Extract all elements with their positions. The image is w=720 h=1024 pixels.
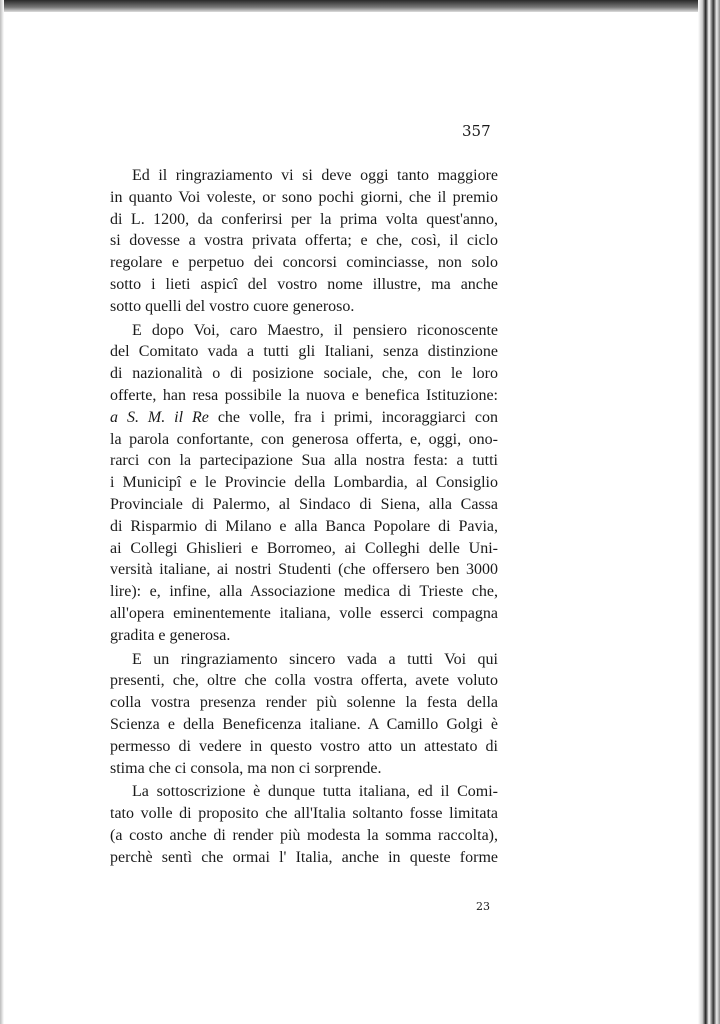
scan-top-edge [0, 0, 720, 12]
text-line: di nazionalità o di posizione sociale, che, con le loro [110, 365, 498, 383]
text-line: di Risparmio di Milano e alla Banca Popolare di Pavia, [110, 517, 498, 535]
text-line: presenti, che, oltre che colla vostra offerta, avete voluto [110, 672, 498, 690]
text-line: ai Collegi Ghislieri e Borromeo, ai Colleghi delle Uni- [110, 539, 498, 557]
body-text [110, 165, 498, 869]
text-line: permesso di vedere in questo vostro atto un attestato di [110, 737, 498, 755]
text-line: E un ringraziamento sincero vada a tutti Voi qui [132, 650, 498, 668]
paragraph-3 [110, 649, 498, 780]
text-line: la parola confortante, con generosa offerta, e, oggi, ono- [110, 430, 498, 448]
text-line: in quanto Voi voleste, or sono pochi giorni, che il premio [110, 188, 498, 206]
text-line: di L. 1200, da conferirsi per la prima volta quest'anno, [110, 210, 498, 228]
text-line: del Comitato vada a tutti gli Italiani, senza distinzione [110, 343, 498, 361]
text-line: La sottoscrizione è dunque tutta italiana, ed il Comi- [132, 783, 498, 801]
text-line: sotto quelli del vostro cuore generoso. [110, 297, 355, 315]
scan-left-edge [0, 0, 4, 1024]
scan-right-edge [698, 0, 720, 1024]
paragraph-2 [110, 320, 498, 647]
text-line-rest: che volle, fra i primi, incoraggiarci con [217, 408, 499, 426]
text-line: tato volle di proposito che all'Italia soltanto fosse limitata [110, 805, 498, 823]
signature-mark: 23 [476, 900, 490, 913]
text-line: E dopo Voi, caro Maestro, il pensiero riconoscente [132, 321, 498, 339]
italic-dedication: a S. M. il Re [110, 408, 209, 426]
text-line: versità italiane, ai nostri Studenti (che offersero ben 3000 [110, 561, 498, 579]
text-line [110, 407, 498, 429]
paragraph-1 [110, 165, 498, 318]
text-line: offerte, han resa possibile la nuova e benefica Istituzione: [110, 386, 498, 404]
paragraph-4 [110, 781, 498, 868]
page-number: 357 [462, 122, 491, 140]
text-line: Ed il ringraziamento vi si deve oggi tanto maggiore [132, 167, 498, 184]
text-line: stima che ci consola, ma non ci sorprende. [110, 759, 382, 777]
text-line: all'opera eminentemente italiana, volle esserci compagna [110, 604, 498, 622]
text-line: Provinciale di Palermo, al Sindaco di Siena, alla Cassa [110, 495, 498, 513]
text-line: rarci con la partecipazione Sua alla nostra festa: a tutti [110, 452, 498, 470]
text-line: perchè sentì che ormai l' Italia, anche in queste forme [110, 848, 498, 866]
text-line: colla vostra presenza render più solenne la festa della [110, 694, 498, 712]
text-line: lire): e, infine, alla Associazione medica di Trieste che, [110, 583, 498, 601]
text-line: (a costo anche di render più modesta la somma raccolta), [110, 826, 498, 844]
text-line: regolare e perpetuo dei concorsi cominciasse, non solo [110, 254, 498, 272]
text-line: Scienza e della Beneficenza italiane. A Camillo Golgi è [110, 715, 498, 733]
text-line: sotto i lieti aspicî del vostro nome illustre, ma anche [110, 275, 498, 293]
text-line: i Municipî e le Provincie della Lombardia, al Consiglio [110, 474, 498, 492]
text-line: si dovesse a vostra privata offerta; e che, così, il ciclo [110, 232, 498, 250]
text-line: gradita e generosa. [110, 626, 231, 644]
